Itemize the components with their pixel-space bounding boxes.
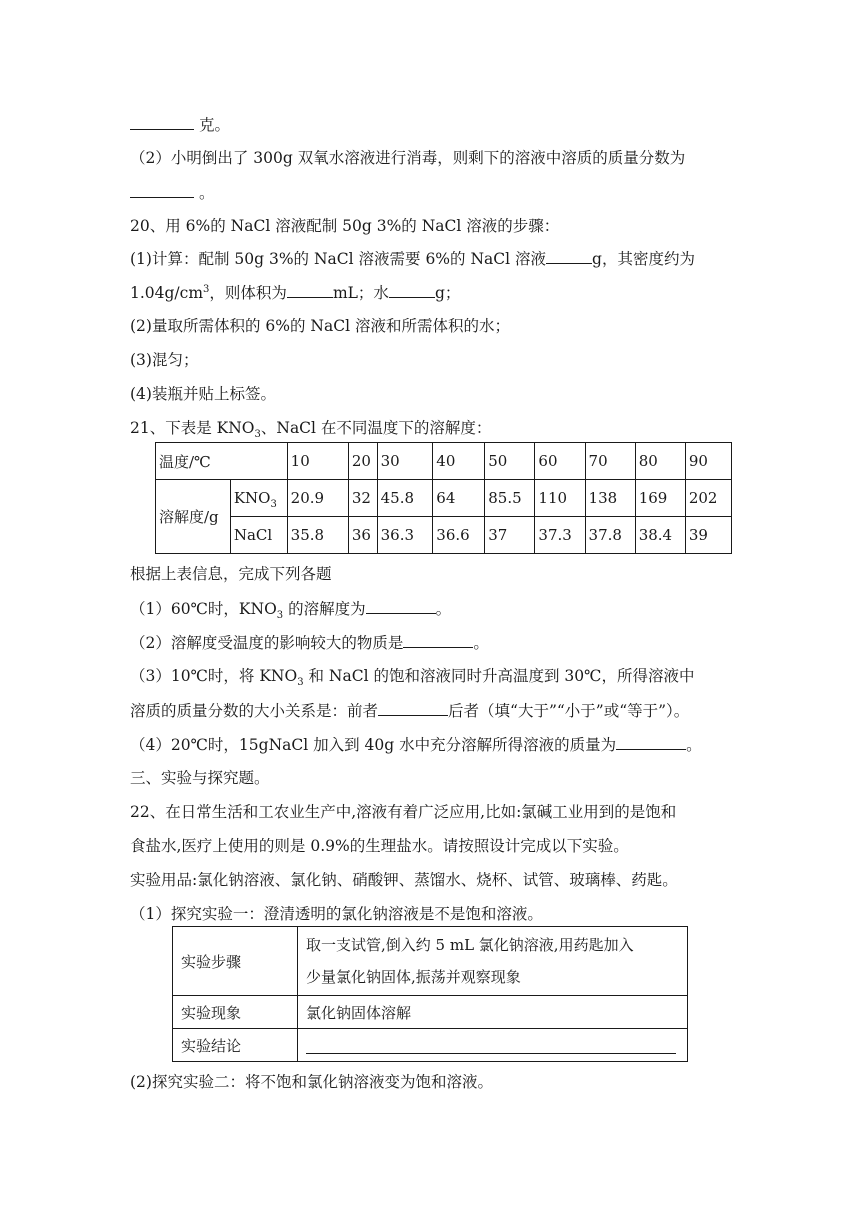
solubility-table <box>155 442 732 554</box>
temp-cell: 10 <box>287 443 348 480</box>
phenomenon-text-cell: 氯化钠固体溶解 <box>298 996 688 1029</box>
value-cell: 110 <box>535 480 585 517</box>
substance-cell: NaCl <box>230 517 287 554</box>
table-row <box>156 480 732 517</box>
question-19-2: （2）小明倒出了 300g 双氧水溶液进行消毒，则剩下的溶液中溶质的质量分数为 <box>130 149 686 167</box>
question-20-step-1: (1)计算：配制 50g 3%的 NaCl 溶液需要 6%的 NaCl 溶液 g，其密度约为 <box>130 250 695 268</box>
question-22-materials: 实验用品:氯化钠溶液、氯化钠、硝酸钾、蒸馏水、烧杯、试管、玻璃棒、药匙。 <box>130 871 678 889</box>
value-cell: 37 <box>485 517 535 554</box>
temp-label-cell: 温度/℃ <box>156 443 288 480</box>
answer-blank[interactable] <box>378 700 448 716</box>
answer-blank[interactable] <box>403 632 473 648</box>
question-21-3: （3）10℃时，将 $KNO_3$ 和 NaCl 的饱和溶液同时升高温度到 30℃，所得溶液中 <box>130 667 695 689</box>
answer-blank[interactable] <box>546 248 592 264</box>
question-21-2: （2）溶解度受温度的影响较大的物质是 。 <box>130 634 489 652</box>
question-21-3-cont: 溶质的质量分数的大小关系是：前者 后者（填“大于”“小于”或“等于”）。 <box>130 702 690 720</box>
value-cell: 202 <box>685 480 731 517</box>
question-20-step-2: (2)量取所需体积的 6%的 NaCl 溶液和所需体积的水； <box>130 317 510 335</box>
value-cell: 45.8 <box>377 480 433 517</box>
value-cell: 20.9 <box>287 480 348 517</box>
answer-blank[interactable] <box>366 598 436 614</box>
table-row <box>173 927 688 996</box>
answer-blank[interactable] <box>130 114 194 130</box>
answer-blank[interactable] <box>616 734 686 750</box>
temp-cell: 50 <box>485 443 535 480</box>
value-cell: 169 <box>635 480 685 517</box>
answer-blank[interactable] <box>130 182 194 198</box>
answer-line-2: 。 <box>130 182 214 203</box>
question-20-step-1-cont: $1.04g/cm^3$，则体积为 mL；水 g； <box>130 283 461 302</box>
value-cell: 36.6 <box>433 517 485 554</box>
temp-cell: 30 <box>377 443 433 480</box>
question-21-1: （1）60℃时，$KNO_3$ 的溶解度为 。 <box>130 600 452 622</box>
question-22-2: (2)探究实验二：将不饱和氯化钠溶液变为饱和溶液。 <box>130 1073 493 1091</box>
step-label-cell: 实验步骤 <box>173 927 298 996</box>
question-20: 20、用 6%的 NaCl 溶液配制 50g 3%的 NaCl 溶液的步骤： <box>130 217 560 235</box>
value-cell: 36 <box>348 517 377 554</box>
value-cell: 39 <box>685 517 731 554</box>
question-22-cont: 食盐水,医疗上使用的则是 0.9%的生理盐水。请按照设计完成以下实验。 <box>130 837 629 855</box>
answer-blank[interactable] <box>306 1035 676 1054</box>
temp-cell: 70 <box>585 443 635 480</box>
answer-blank[interactable] <box>389 282 435 298</box>
substance-cell: $KNO_3$ <box>230 480 287 517</box>
temp-cell: 80 <box>635 443 685 480</box>
value-cell: 64 <box>433 480 485 517</box>
value-cell: 35.8 <box>287 517 348 554</box>
conclusion-answer-cell[interactable] <box>298 1029 688 1062</box>
solubility-label-cell: 溶解度/g <box>156 480 231 554</box>
table-row <box>156 517 732 554</box>
question-21: 21、下表是 $KNO_3$、NaCl 在不同温度下的溶解度： <box>130 419 492 441</box>
question-20-step-3: (3)混匀； <box>130 351 199 369</box>
temp-cell: 60 <box>535 443 585 480</box>
value-cell: 37.8 <box>585 517 635 554</box>
temp-cell: 90 <box>685 443 731 480</box>
value-cell: 85.5 <box>485 480 535 517</box>
question-22: 22、在日常生活和工农业生产中,溶液有着广泛应用,比如:氯碱工业用到的是饱和 <box>130 803 677 821</box>
table-row <box>173 1029 688 1062</box>
experiment-table <box>172 926 688 1062</box>
section-3-heading: 三、实验与探究题。 <box>130 769 270 787</box>
answer-line-1: 克。 <box>130 114 230 135</box>
table-instruction: 根据上表信息，完成下列各题 <box>130 565 332 583</box>
question-21-4: （4）20℃时，15gNaCl 加入到 40g 水中充分溶解所得溶液的质量为 。 <box>130 736 702 754</box>
table-row <box>156 443 732 480</box>
value-cell: 37.3 <box>535 517 585 554</box>
value-cell: 138 <box>585 480 635 517</box>
temp-cell: 40 <box>433 443 485 480</box>
table-row <box>173 996 688 1029</box>
value-cell: 32 <box>348 480 377 517</box>
temp-cell: 20 <box>348 443 377 480</box>
value-cell: 36.3 <box>377 517 433 554</box>
value-cell: 38.4 <box>635 517 685 554</box>
step-text-cell: 取一支试管,倒入约 5 mL 氯化钠溶液,用药匙加入 少量氯化钠固体,振荡并观察现象 <box>298 927 688 996</box>
conclusion-label-cell: 实验结论 <box>173 1029 298 1062</box>
phenomenon-label-cell: 实验现象 <box>173 996 298 1029</box>
answer-blank[interactable] <box>287 282 333 298</box>
question-20-step-4: (4)装瓶并贴上标签。 <box>130 385 276 403</box>
question-22-1: （1）探究实验一：澄清透明的氯化钠溶液是不是饱和溶液。 <box>130 905 543 923</box>
